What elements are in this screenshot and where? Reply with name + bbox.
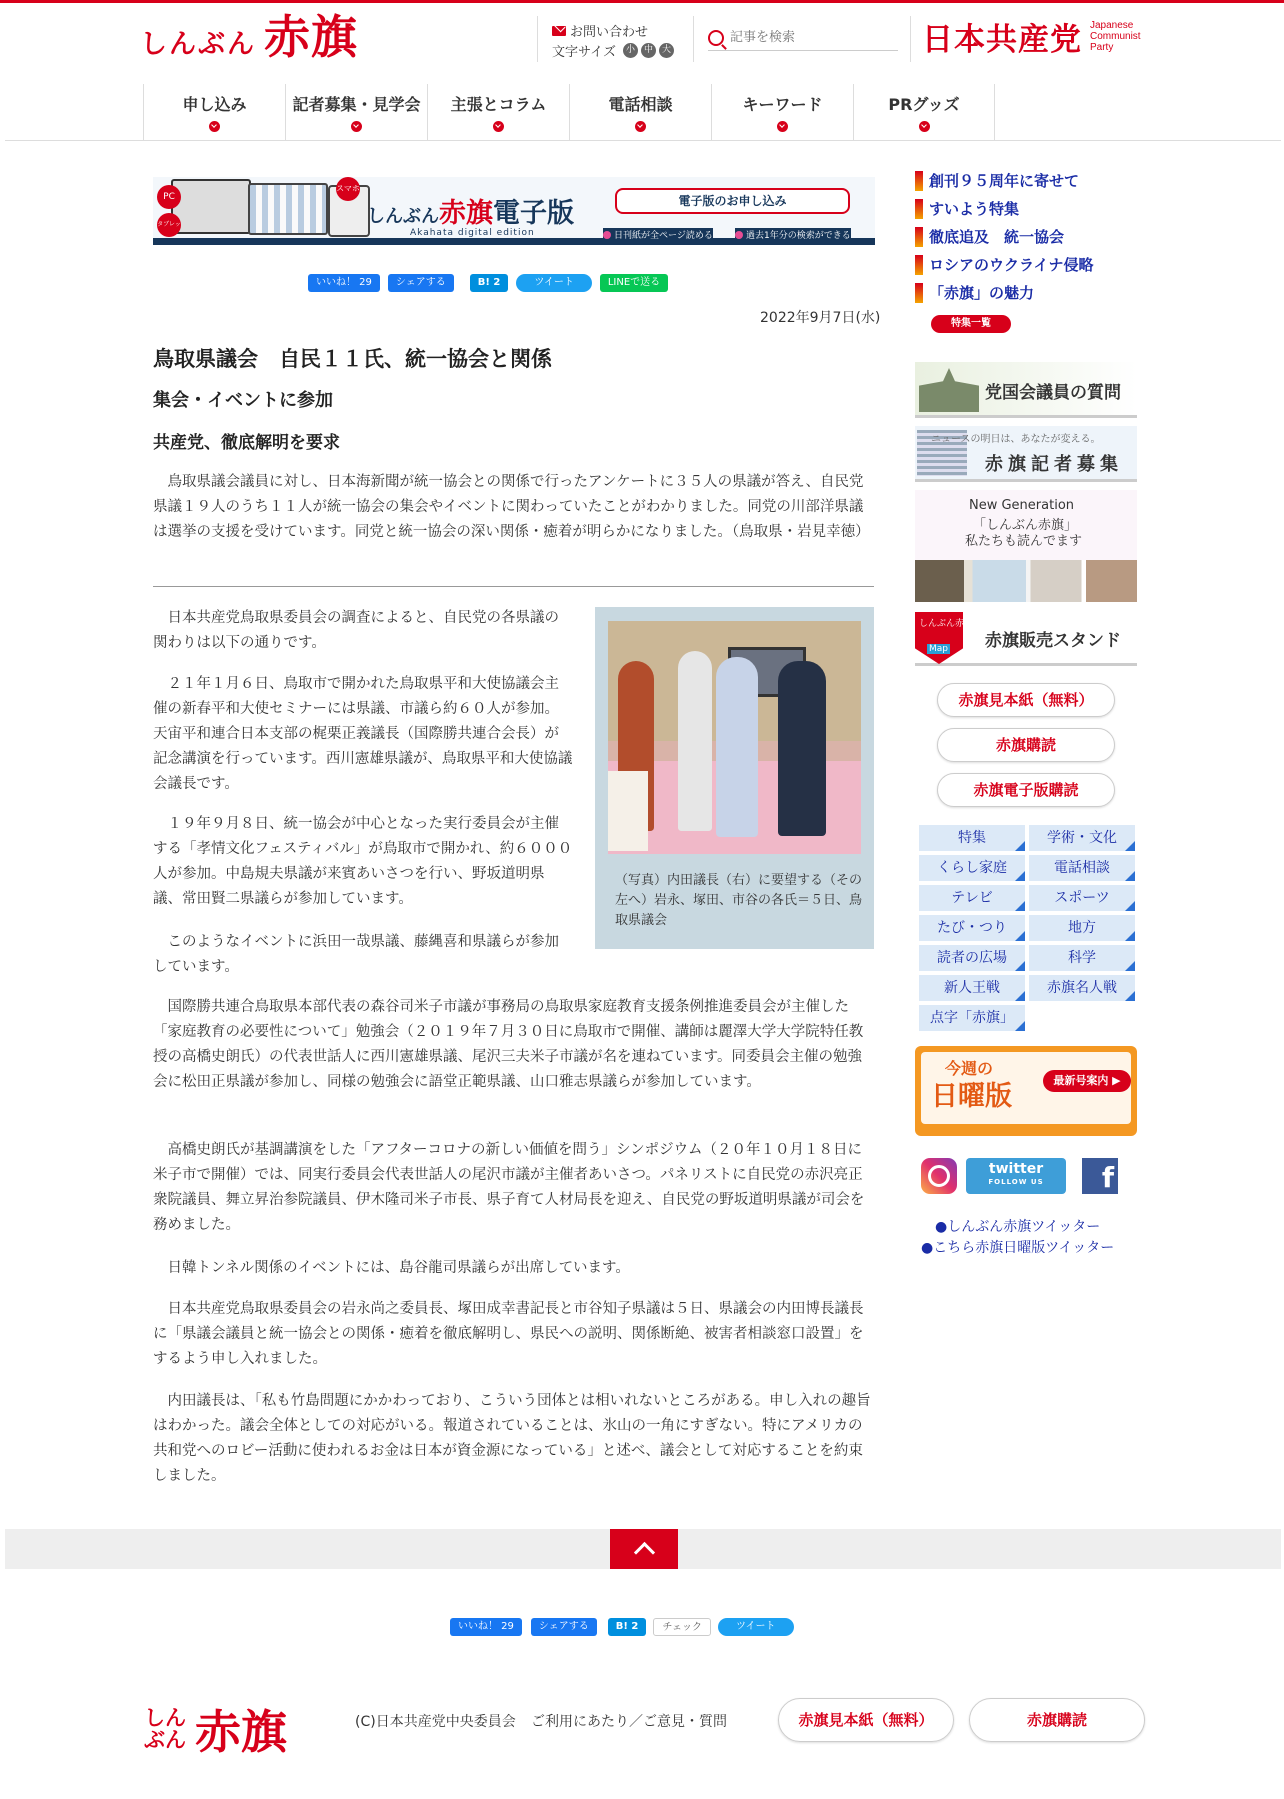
footer-logo[interactable]	[143, 1696, 287, 1762]
footer-logo-line: しん	[144, 1706, 186, 1730]
nav-item-phone[interactable]	[569, 84, 711, 140]
digital-apply-button[interactable]: 電子版のお申し込み	[615, 188, 850, 214]
category-science[interactable]: 科学	[1029, 945, 1135, 971]
tablet-badge: タブレット	[157, 213, 181, 237]
article-paragraph: 内田議長は、「私も竹島問題にかかわっており、こういう団体とは相いれないところがある。申し入れの趣旨はわかった。議会全体としての対応がいる。報道されていることは、氷山の一角にすぎない。特にアメリカの共和党へのロビー活動に使われるお金は日本が資金源になっている」と述べ、議会として対応することを約束しました。	[153, 1393, 871, 1484]
mixi-check-button[interactable]: チェック	[653, 1618, 711, 1636]
sunday-edition-banner[interactable]	[915, 1046, 1137, 1136]
tablet-device-image	[248, 183, 328, 235]
category-meijin[interactable]: 赤旗名人戦	[1029, 975, 1135, 1001]
banner-title-rest: 電子版	[493, 198, 574, 229]
search-box	[708, 25, 898, 51]
sidebar-link-label: すいよう特集	[929, 200, 1020, 218]
category-home[interactable]: くらし家庭	[919, 855, 1025, 881]
sales-stand-banner[interactable]	[915, 610, 1137, 666]
banner-subtitle: Akahata digital edition	[410, 228, 535, 238]
tweet-button[interactable]: ツイート	[718, 1618, 794, 1636]
sidebar-link-anniversary[interactable]	[915, 170, 1079, 191]
chevron-down-icon	[635, 121, 646, 132]
category-sports[interactable]: スポーツ	[1029, 885, 1135, 911]
footer-subscribe-button[interactable]: 赤旗購読	[969, 1698, 1145, 1742]
chevron-down-icon	[777, 121, 788, 132]
tweet-button[interactable]: ツイート	[516, 274, 592, 292]
banner-title-red: 赤旗	[439, 198, 493, 229]
nav-item-goods[interactable]	[853, 84, 995, 140]
diet-questions-banner[interactable]	[915, 362, 1137, 418]
footer-terms-link[interactable]: ご利用にあたり／ご意見・質問	[531, 1714, 727, 1730]
new-gen-line2: 「しんぶん赤旗」	[973, 518, 1078, 533]
diet-banner-label: 党国会議員の質問	[985, 383, 1121, 403]
sidebar-link-label: 創刊９５周年に寄せて	[929, 172, 1080, 190]
pc-badge: PC	[157, 185, 181, 209]
bar-icon	[915, 227, 923, 247]
font-size-label: 文字サイズ	[552, 45, 616, 60]
category-phone[interactable]: 電話相談	[1029, 855, 1135, 881]
recruit-banner-caption: ニュースの明日は、あなたが変える。	[931, 434, 1101, 445]
stand-banner-map: Map	[929, 644, 948, 654]
instagram-icon[interactable]	[921, 1158, 957, 1194]
lead-divider	[153, 586, 874, 587]
chevron-down-icon	[209, 121, 220, 132]
site-logo[interactable]	[140, 12, 358, 67]
sidebar-link-label: ロシアのウクライナ侵略	[929, 256, 1094, 274]
dot-icon	[603, 231, 611, 239]
nav-divider	[5, 140, 1281, 141]
diet-building-icon	[919, 368, 979, 412]
search-icon[interactable]	[708, 30, 724, 46]
twitter-follow-button[interactable]	[966, 1158, 1066, 1194]
sunday-twitter-link[interactable]: ●こちら赤旗日曜版ツイッター	[921, 1240, 1115, 1256]
sidebar-link-appeal[interactable]	[915, 282, 1034, 303]
jcp-logo[interactable]	[922, 14, 1141, 59]
facebook-share-button[interactable]: シェアする	[531, 1618, 597, 1636]
article-date: 2022年9月7日(水)	[760, 310, 881, 326]
feature-list-button[interactable]: 特集一覧	[931, 315, 1011, 333]
article-paragraph: 日韓トンネル関係のイベントには、島谷龍司県議らが出席しています。	[167, 1260, 630, 1276]
mail-icon	[552, 26, 566, 36]
phone-badge: スマホ	[336, 177, 360, 201]
article-title: 鳥取県議会 自民１１氏、統一協会と関係	[153, 347, 552, 371]
nav-label: 申し込み	[182, 95, 247, 114]
twitter-follow-label: FOLLOW US	[988, 1178, 1044, 1186]
nav-item-keyword[interactable]	[711, 84, 853, 140]
sidebar-link-wednesday[interactable]	[915, 198, 1019, 219]
nav-label: キーワード	[742, 95, 823, 114]
nav-label: 記者募集・見学会	[292, 95, 421, 114]
chevron-down-icon	[919, 121, 930, 132]
font-size-medium-button[interactable]: 中	[641, 43, 656, 58]
article-paragraph: 日本共産党鳥取県委員会の岩永尚之委員長、塚田成幸書記長と市谷知子県議は５日、県議会の内田博長議長に「県議会議員と統一協会との関係・癒着を徹底解明し、県民への説明、関係断絶、被害者相談窓口設置」をするよう申し入れました。	[153, 1301, 864, 1367]
search-input[interactable]	[730, 30, 890, 45]
sidebar-link-ukraine[interactable]	[915, 254, 1094, 275]
reporter-recruit-banner[interactable]	[915, 426, 1137, 482]
dot-icon	[735, 231, 743, 239]
photo-chair	[608, 771, 648, 851]
hatena-bookmark-button[interactable]: B! 2	[470, 274, 509, 292]
jcp-logo-en	[1090, 20, 1141, 53]
sunday-banner-title: 日曜版	[931, 1081, 1012, 1112]
nav-item-column[interactable]	[427, 84, 569, 140]
new-generation-banner[interactable]	[915, 490, 1137, 602]
facebook-like-button[interactable]: いいね！ 29	[308, 274, 380, 292]
facebook-like-button[interactable]: いいね！ 29	[450, 1618, 522, 1636]
category-rookie[interactable]: 新人王戦	[919, 975, 1025, 1001]
footer-logo-big: 赤旗	[195, 1705, 287, 1759]
sidebar-link-unification[interactable]	[915, 226, 1064, 247]
share-bar-bottom	[450, 1618, 794, 1636]
category-local[interactable]: 地方	[1029, 915, 1135, 941]
photo-caption: （写真）内田議長（右）に要望する（その左へ）岩永、塚田、市谷の各氏＝５日、鳥取県議会	[615, 873, 863, 928]
jcp-logo-jp: 日本共産党	[922, 22, 1082, 58]
akahata-twitter-link[interactable]: ●しんぶん赤旗ツイッター	[935, 1219, 1101, 1235]
banner-note-text: 過去1年分の検索ができる	[746, 231, 851, 241]
category-culture[interactable]: 学術・文化	[1029, 825, 1135, 851]
category-tv[interactable]: テレビ	[919, 885, 1025, 911]
banner-title-small: しんぶん	[367, 206, 439, 227]
logo-small-text: しんぶん	[140, 29, 256, 60]
contact-link[interactable]	[552, 21, 648, 40]
nav-item-recruit[interactable]	[285, 84, 427, 140]
recruit-banner-label: 赤旗記者募集	[985, 454, 1123, 475]
pc-device-image	[171, 179, 251, 234]
bar-icon	[915, 171, 923, 191]
article-paragraph: ２１年１月６日、鳥取市で開かれた鳥取県平和大使協議会主催の新春平和大使セミナーには県議、市議ら約６０人が参加。天宙平和連合日本支部の梶栗正義議長（国際勝共連合会長）が記念講演を行っています。西川憲雄県議が、鳥取県平和大使協議会議長です。	[153, 676, 573, 792]
hatena-bookmark-button[interactable]: B! 2	[608, 1618, 647, 1636]
sample-paper-button[interactable]: 赤旗見本紙（無料）	[937, 683, 1115, 717]
font-size-small-button[interactable]: 小	[623, 43, 638, 58]
article-subtitle: 集会・イベントに参加	[153, 390, 333, 411]
latest-issue-button[interactable]: 最新号案内 ▶	[1043, 1070, 1131, 1092]
footer-logo-small	[143, 1707, 187, 1751]
article-subtitle: 共産党、徹底解明を要求	[153, 433, 340, 453]
article-paragraph: このようなイベントに浜田一哉県議、藤縄喜和県議らが参加しています。	[153, 934, 559, 975]
category-travel[interactable]: たび・つり	[919, 915, 1025, 941]
sunday-banner-week: 今週の	[945, 1059, 994, 1078]
contact-label: お問い合わせ	[570, 25, 649, 40]
category-braille[interactable]: 点字「赤旗」	[919, 1005, 1025, 1031]
bar-icon	[915, 255, 923, 275]
footer-sample-paper-button[interactable]: 赤旗見本紙（無料）	[778, 1698, 954, 1742]
photo-person	[678, 651, 712, 831]
font-size-control	[552, 41, 674, 60]
back-to-top-button[interactable]	[610, 1529, 678, 1569]
jcp-logo-en-line: Party	[1090, 42, 1114, 53]
new-gen-line3: 私たちも読んでます	[965, 534, 1083, 549]
banner-note	[603, 228, 713, 241]
footer-logo-line: ぶん	[144, 1728, 186, 1752]
article-paragraph: 国際勝共連合鳥取県本部代表の森谷司米子市議が事務局の鳥取県家庭教育支援条例推進委員会が主催した「家庭教育の必要性について」勉強会（２０１９年７月３０日に鳥取市で開催、講師は麗澤大学大学院特任教授の高橋史朗氏）の代表世話人に西川憲雄県議、尾沢三夫米子市議が名を連ねています。同委員会主催の勉強会に松田正県議が参加し、同様の勉強会に語堂正範県議、山口雅志県議らが参加しています。	[153, 999, 864, 1090]
category-readers[interactable]: 読者の広場	[919, 945, 1025, 971]
stand-banner-label: 赤旗販売スタンド	[985, 631, 1121, 651]
chevron-down-icon	[493, 121, 504, 132]
header-divider	[693, 16, 694, 62]
facebook-icon[interactable]	[1082, 1158, 1118, 1194]
header-divider	[910, 16, 911, 62]
footer-copyright: (C)日本共産党中央委員会	[355, 1714, 516, 1730]
article-lead: 鳥取県議会議員に対し、日本海新聞が統一協会との関係で行ったアンケートに３５人の県議が答え、自民党県議１９人のうち１１人が統一協会の集会やイベントに関わっていたことがわかりました。同党の川部洋県議は選挙の支援を受けています。同党と統一協会の深い関係・癒着が明らかになりました。（鳥取県・岩見幸徳）	[153, 474, 870, 540]
article-photo	[608, 621, 861, 854]
share-bar-top	[308, 274, 668, 292]
category-tokushu[interactable]: 特集	[919, 825, 1025, 851]
sidebar-link-label: 徹底追及 統一協会	[929, 228, 1065, 246]
article-paragraph: 日本共産党鳥取県委員会の調査によると、自民党の各県議の関わりは以下の通りです。	[153, 610, 559, 651]
photo-figure	[595, 607, 874, 949]
article-paragraph: １９年９月８日、統一協会が中心となった実行委員会が主催する「孝情文化フェスティバル」が鳥取市で開かれ、約６０００人が参加。中島規夫県議が来賓あいさつを行い、野坂道明県議、常田賢二県議らが参加しています。	[153, 816, 573, 907]
photo-person	[778, 661, 826, 836]
subscribe-button[interactable]: 赤旗購読	[937, 728, 1115, 762]
banner-title	[367, 191, 574, 230]
readers-photo-strip	[915, 560, 1137, 602]
digital-subscribe-button[interactable]: 赤旗電子版購読	[937, 773, 1115, 807]
new-gen-line1: New Generation	[969, 498, 1075, 513]
digital-edition-banner[interactable]	[153, 177, 875, 252]
facebook-share-button[interactable]: シェアする	[388, 274, 454, 292]
bar-icon	[915, 199, 923, 219]
logo-big-text: 赤旗	[264, 10, 358, 64]
twitter-label: twitter	[988, 1161, 1044, 1177]
chevron-down-icon	[351, 121, 362, 132]
font-size-large-button[interactable]: 大	[659, 43, 674, 58]
jcp-logo-en-line: Japanese	[1090, 20, 1134, 31]
banner-note-text: 日刊紙が全ページ読める	[614, 231, 713, 241]
banner-note	[735, 228, 851, 241]
jcp-logo-en-line: Communist	[1090, 31, 1141, 42]
nav-label: 主張とコラム	[450, 95, 547, 114]
line-send-button[interactable]: LINEで送る	[600, 274, 668, 292]
top-accent-line	[0, 0, 1284, 3]
nav-label: PRグッズ	[888, 95, 960, 114]
bar-icon	[915, 283, 923, 303]
nav-item-apply[interactable]	[143, 84, 285, 140]
photo-person	[716, 657, 758, 837]
main-nav	[143, 84, 995, 140]
header-divider	[537, 16, 538, 62]
sidebar-link-label: 「赤旗」の魅力	[929, 284, 1035, 302]
article-paragraph: 高橋史朗氏が基調講演をした「アフターコロナの新しい価値を問う」シンポジウム（２０年１０月１８日に米子市で開催）では、同実行委員会代表世話人の尾沢市議が主催者あいさつ。パネリストに自民党の赤沢亮正衆院議員、舞立昇治参院議員、伊木隆司米子市長、県子育て人材局長を迎え、自民党の野坂道明県議が司会を務めました。	[153, 1142, 865, 1233]
nav-label: 電話相談	[608, 95, 673, 114]
stand-banner-tag: しんぶん赤旗	[919, 619, 974, 629]
facebook-label: f	[1101, 1161, 1114, 1194]
